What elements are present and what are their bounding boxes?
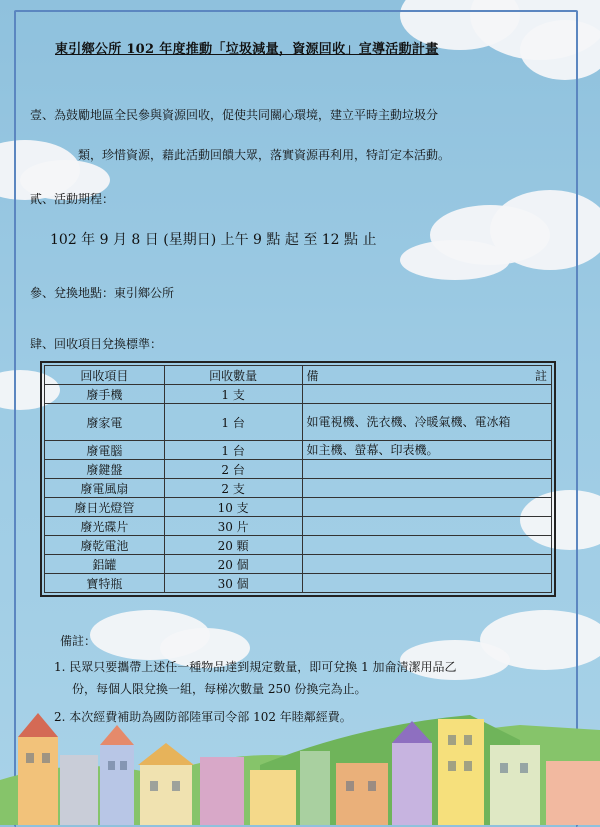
note-cell <box>302 574 552 593</box>
window-shape <box>172 781 180 791</box>
table-row <box>45 517 552 536</box>
window-shape <box>346 781 354 791</box>
table-row <box>45 479 552 498</box>
qty-cell: 2 台 <box>164 460 302 479</box>
header-note-right: 註 <box>534 368 547 383</box>
note-cell <box>302 479 552 498</box>
table-row <box>45 574 552 593</box>
qty-cell: 10 支 <box>164 498 302 517</box>
note-cell <box>302 385 552 404</box>
section4-heading: 肆、回收項目兌換標準： <box>30 337 163 351</box>
note-cell: 如電視機、洗衣機、冷暖氣機、電冰箱 <box>302 404 552 441</box>
remarks-heading: 備註： <box>60 634 97 648</box>
building-shape <box>546 761 600 825</box>
roof-shape <box>100 725 134 745</box>
table-row <box>45 385 552 404</box>
note-cell <box>302 517 552 536</box>
note-cell <box>302 555 552 574</box>
remark-1-line1: 1. 民眾只要攜帶上述任一種物品達到規定數量，即可兌換 1 加侖清潔用品乙 <box>54 660 457 674</box>
recycle-table <box>44 365 552 593</box>
document-title: 東引鄉公所 102 年度推動「垃圾減量，資源回收」宣導活動計畫 <box>55 42 439 57</box>
window-shape <box>150 781 158 791</box>
building-shape <box>140 765 192 825</box>
item-cell: 寶特瓶 <box>45 574 165 593</box>
window-shape <box>120 761 127 770</box>
qty-cell: 30 個 <box>164 574 302 593</box>
building-shape <box>100 745 134 825</box>
building-shape <box>18 737 58 825</box>
item-cell: 廢乾電池 <box>45 536 165 555</box>
qty-cell: 20 個 <box>164 555 302 574</box>
roof-shape <box>18 713 58 737</box>
item-cell: 廢電風扇 <box>45 479 165 498</box>
item-cell: 廢手機 <box>45 385 165 404</box>
section3-location: 參、兌換地點：東引鄉公所 <box>30 286 175 300</box>
table-row <box>45 441 552 460</box>
remark-2: 2. 本次經費補助為國防部陸軍司令部 102 年睦鄰經費。 <box>54 710 352 724</box>
window-shape <box>500 763 508 773</box>
item-cell: 廢電腦 <box>45 441 165 460</box>
note-cell <box>302 498 552 517</box>
table-row <box>45 536 552 555</box>
qty-cell: 1 台 <box>164 404 302 441</box>
header-item: 回收項目 <box>45 366 165 385</box>
item-cell: 鋁罐 <box>45 555 165 574</box>
note-cell <box>302 536 552 555</box>
building-shape <box>392 743 432 825</box>
roof-shape <box>138 743 194 765</box>
building-shape <box>200 757 244 825</box>
table-row <box>45 460 552 479</box>
building-shape <box>438 719 484 825</box>
section1-line1: 壹、為鼓勵地區全民參與資源回收，促使共同關心環境，建立平時主動垃圾分 <box>30 108 439 122</box>
table-row <box>45 498 552 517</box>
window-shape <box>42 753 50 763</box>
building-shape <box>60 755 98 825</box>
header-qty: 回收數量 <box>164 366 302 385</box>
header-note-left: 備 <box>306 368 319 383</box>
item-cell: 廢家電 <box>45 404 165 441</box>
window-shape <box>26 753 34 763</box>
window-shape <box>520 763 528 773</box>
window-shape <box>464 735 472 745</box>
item-cell: 廢光碟片 <box>45 517 165 536</box>
building-shape <box>490 745 540 825</box>
window-shape <box>448 735 456 745</box>
section1-line2: 類，珍惜資源，藉此活動回饋大眾，落實資源再利用，特訂定本活動。 <box>78 148 451 162</box>
building-shape <box>300 751 330 825</box>
building-shape <box>250 770 296 825</box>
qty-cell: 30 片 <box>164 517 302 536</box>
window-shape <box>108 761 115 770</box>
qty-cell: 1 台 <box>164 441 302 460</box>
table-row <box>45 404 552 441</box>
table-header-row <box>45 366 552 385</box>
qty-cell: 2 支 <box>164 479 302 498</box>
qty-cell: 20 顆 <box>164 536 302 555</box>
remark-1-line2: 份，每個人限兌換一組，每梯次數量 250 份換完為止。 <box>72 682 367 696</box>
note-cell <box>302 460 552 479</box>
table-row <box>45 555 552 574</box>
qty-cell: 1 支 <box>164 385 302 404</box>
note-cell: 如主機、螢幕、印表機。 <box>302 441 552 460</box>
section2-heading: 貳、活動期程： <box>30 192 115 206</box>
item-cell: 廢鍵盤 <box>45 460 165 479</box>
header-note <box>302 366 552 385</box>
schedule-text: 102 年 9 月 8 日 (星期日) 上午 9 點 起 至 12 點 止 <box>50 232 377 248</box>
building-shape <box>336 763 388 825</box>
window-shape <box>464 761 472 771</box>
item-cell: 廢日光燈管 <box>45 498 165 517</box>
window-shape <box>448 761 456 771</box>
window-shape <box>368 781 376 791</box>
